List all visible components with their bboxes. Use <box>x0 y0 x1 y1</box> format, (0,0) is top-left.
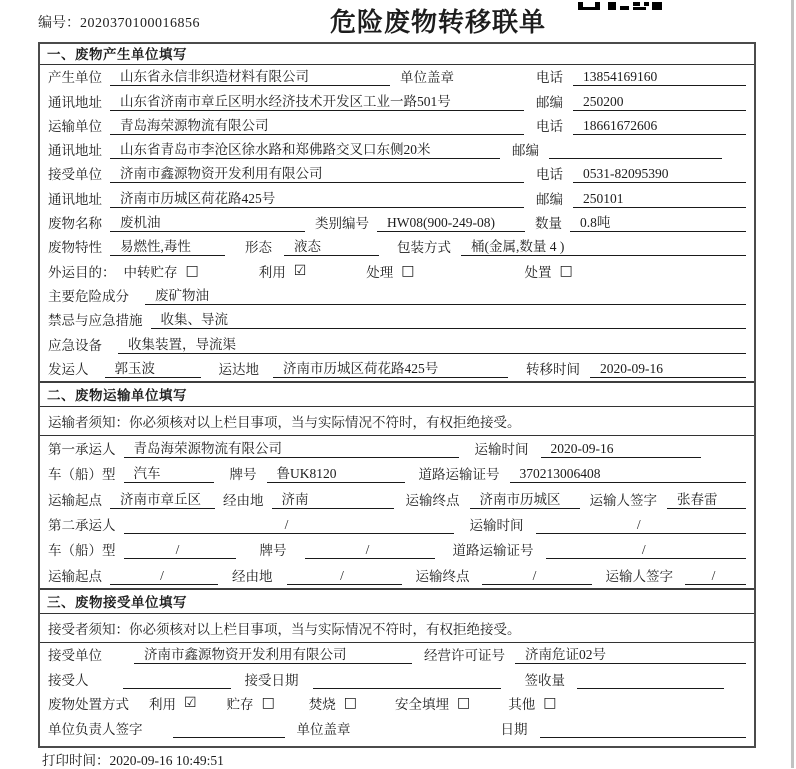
license-value: 济南危证02号 <box>515 643 746 664</box>
origin-label: 运输起点 <box>48 568 102 584</box>
zip-label: 邮编 <box>536 191 563 207</box>
producer-phone-value: 13854169160 <box>573 69 746 86</box>
form-label: 形态 <box>245 240 272 256</box>
notice-text: 你必须核对以上栏目事项，当与实际情况不符时，有权拒绝接受。 <box>129 621 521 637</box>
hazard-value: 废矿物油 <box>145 284 746 305</box>
origin-label: 运输起点 <box>48 492 102 508</box>
quantity-value: 0.8吨 <box>570 211 746 232</box>
shipper-value: 郭玉波 <box>105 357 201 378</box>
vehicle2-value: / <box>124 542 236 559</box>
row-vehicle2 <box>40 537 754 562</box>
phone-label: 电话 <box>536 118 563 134</box>
via-label: 经由地 <box>223 492 264 508</box>
receiver-address-value: 济南市历城区荷花路425号 <box>110 187 524 208</box>
phone-label: 电话 <box>536 167 563 183</box>
transporter-sign-label: 运输人签字 <box>605 568 673 584</box>
address-label: 通讯地址 <box>48 94 102 110</box>
unit-seal-label: 单位盖章 <box>400 70 454 86</box>
row-waste-character <box>40 235 754 259</box>
disposal-option-landfill: 安全填埋 □ <box>395 695 471 713</box>
manifest-form <box>38 42 756 748</box>
transporter-label: 运输单位 <box>48 118 102 134</box>
row-transporter <box>40 114 754 138</box>
row-route2 <box>40 562 754 587</box>
end-label: 运输终点 <box>405 492 460 508</box>
disposal-option-utilize: 利用 ☑ <box>149 695 197 713</box>
carrier1-value: 青岛海荣源物流有限公司 <box>124 437 459 458</box>
via1-value: 济南 <box>272 488 394 509</box>
transfer-time-value: 2020-09-16 <box>590 361 746 378</box>
receiver-value: 济南市鑫源物资开发利用有限公司 <box>110 162 524 183</box>
row-transporter-address <box>40 138 754 162</box>
quantity-label: 数量 <box>535 216 562 232</box>
page-title: 危险废物转移联单 <box>330 8 547 37</box>
row-receive-unit <box>40 643 754 668</box>
row-disposal-method <box>40 692 754 717</box>
qr-code-fragment-icon <box>578 0 670 10</box>
transport-time2-value: / <box>536 517 747 534</box>
plate2-value: / <box>305 542 435 559</box>
plate-label: 牌号 <box>229 467 257 483</box>
row-transfer-purpose <box>40 259 754 283</box>
transport-time1-value: 2020-09-16 <box>541 441 701 458</box>
transporter-sign1-value: 张春雷 <box>667 488 746 509</box>
row-carrier1 <box>40 436 754 461</box>
via2-value: / <box>287 568 402 585</box>
checkbox-d-store-icon: □ <box>261 695 275 712</box>
packing-label: 包装方式 <box>397 240 451 256</box>
checkbox-d-other-icon: □ <box>543 695 557 712</box>
notice-label: 运输者须知： <box>48 414 129 430</box>
section-receiver <box>40 588 754 741</box>
end2-value: / <box>482 568 592 585</box>
producer-value: 山东省永信非织造材料有限公司 <box>110 65 390 86</box>
character-label: 废物特性 <box>48 240 102 256</box>
disposal-option-other: 其他 □ <box>508 695 557 713</box>
checkbox-dispose-icon: □ <box>559 262 573 279</box>
receive-unit-label: 接受单位 <box>48 648 102 664</box>
end1-value: 济南市历城区 <box>470 488 580 509</box>
producer-zip-value: 250200 <box>573 94 746 111</box>
road-permit1-value: 370213006408 <box>510 466 747 483</box>
via-label: 经由地 <box>232 568 273 584</box>
zip-label: 邮编 <box>512 143 539 159</box>
transporter-value: 青岛海荣源物流有限公司 <box>110 114 524 135</box>
address-label: 通讯地址 <box>48 143 102 159</box>
purpose-option-dispose: 处置 □ <box>524 262 573 280</box>
waste-name-label: 废物名称 <box>48 216 102 232</box>
transporter-notice <box>40 407 754 436</box>
category-value: HW08(900-249-08) <box>377 215 525 232</box>
carrier2-value: / <box>124 517 454 534</box>
row-shipper <box>40 357 754 381</box>
receiver-notice <box>40 614 754 643</box>
origin2-value: / <box>110 568 218 585</box>
responsible-sign-label: 单位负责人签字 <box>48 721 143 737</box>
hazard-label: 主要危险成分 <box>48 288 129 304</box>
checkbox-d-incinerate-icon: □ <box>343 695 358 712</box>
packing-value: 桶(金属,数量 4 ) <box>461 235 746 256</box>
serial-value: 2020370100016856 <box>80 16 200 31</box>
section3-title: 三、废物接受单位填写 <box>40 590 754 614</box>
serial-number <box>38 12 200 32</box>
category-label: 类别编号 <box>315 216 369 232</box>
row-vehicle1 <box>40 461 754 486</box>
vehicle-label: 车（船）型 <box>48 543 116 559</box>
destination-label: 运达地 <box>218 361 259 377</box>
taboo-value: 收集、导流 <box>151 308 747 329</box>
taboo-label: 禁忌与应急措施 <box>48 313 143 329</box>
disposal-option-incinerate: 焚烧 □ <box>308 695 358 713</box>
vehicle1-value: 汽车 <box>124 462 214 483</box>
phone-label: 电话 <box>536 70 563 86</box>
transport-time-label: 运输时间 <box>474 442 529 458</box>
transporter-phone-value: 18661672606 <box>573 118 746 135</box>
producer-label: 产生单位 <box>48 70 102 86</box>
producer-address-value: 山东省济南市章丘区明水经济技术开发区工业一路501号 <box>110 90 524 111</box>
address-label: 通讯地址 <box>48 191 102 207</box>
purpose-option-treat: 处理 □ <box>366 262 415 280</box>
road-permit-label: 道路运输证号 <box>418 467 500 483</box>
checkbox-d-utilize-icon: ☑ <box>184 695 197 712</box>
section1-title: 一、废物产生单位填写 <box>40 44 754 65</box>
carrier1-label: 第一承运人 <box>48 442 116 458</box>
row-producer <box>40 65 754 89</box>
section2-title: 二、废物运输单位填写 <box>40 383 754 407</box>
row-carrier2 <box>40 512 754 537</box>
plate1-value: 鲁UK8120 <box>267 462 405 483</box>
disposal-option-store: 贮存 □ <box>226 695 275 713</box>
road-permit2-value: / <box>546 542 747 559</box>
responsible-sign-value <box>173 737 285 738</box>
row-receiver <box>40 162 754 186</box>
transporter-zip-value <box>549 158 722 159</box>
row-receive-person <box>40 667 754 692</box>
vehicle-label: 车（船）型 <box>48 467 116 483</box>
notice-label: 接受者须知： <box>48 621 129 637</box>
receive-person-value <box>123 688 231 689</box>
transporter-sign-label: 运输人签字 <box>589 492 657 508</box>
print-time-label: 打印时间： <box>42 753 110 768</box>
serial-label: 编号： <box>38 16 80 31</box>
section-transporter <box>40 381 754 588</box>
page-right-edge <box>791 0 794 768</box>
row-emergency-equipment <box>40 332 754 356</box>
transporter-address-value: 山东省青岛市李沧区徐水路和郑佛路交叉口东侧20米 <box>110 138 500 159</box>
notice-text: 你必须核对以上栏目事项，当与实际情况不符时，有权拒绝接受。 <box>129 414 521 430</box>
zip-label: 邮编 <box>536 94 563 110</box>
unit-seal-label: 单位盖章 <box>296 721 351 737</box>
destination-value: 济南市历城区荷花路425号 <box>273 357 508 378</box>
transporter-sign2-value: / <box>685 568 746 585</box>
receiver-zip-value: 250101 <box>573 191 746 208</box>
receiver-phone-value: 0531-82095390 <box>573 166 746 183</box>
receive-unit-value: 济南市鑫源物资开发利用有限公司 <box>134 643 412 664</box>
date-label: 日期 <box>500 721 528 737</box>
transfer-time-label: 转移时间 <box>526 361 580 377</box>
end-label: 运输终点 <box>415 568 470 584</box>
transport-time-label: 运输时间 <box>469 518 524 534</box>
license-label: 经营许可证号 <box>424 648 505 664</box>
print-time <box>42 749 224 769</box>
checkbox-d-landfill-icon: □ <box>457 695 471 712</box>
checkbox-transit-icon: □ <box>185 262 199 279</box>
row-taboo-measures <box>40 308 754 332</box>
carrier2-label: 第二承运人 <box>48 518 116 534</box>
plate-label: 牌号 <box>259 543 287 559</box>
receive-date-label: 接受日期 <box>244 672 299 688</box>
print-time-value: 2020-09-16 10:49:51 <box>109 753 224 768</box>
purpose-option-utilize: 利用 ☑ <box>258 262 307 280</box>
waste-name-value: 废机油 <box>110 211 305 232</box>
checkbox-utilize-icon: ☑ <box>293 262 307 279</box>
row-producer-address <box>40 89 754 113</box>
form-value: 液态 <box>284 235 379 256</box>
equipment-value: 收集装置，导流渠 <box>118 333 746 354</box>
character-value: 易燃性,毒性 <box>110 235 225 256</box>
equipment-label: 应急设备 <box>48 337 102 353</box>
row-route1 <box>40 486 754 511</box>
receiver-label: 接受单位 <box>48 167 102 183</box>
section-producer <box>40 44 754 381</box>
checkbox-treat-icon: □ <box>401 262 415 279</box>
receive-date-value <box>313 688 501 689</box>
signed-amount-value <box>577 688 724 689</box>
disposal-label: 废物处置方式 <box>48 697 129 713</box>
receive-person-label: 接受人 <box>48 672 89 688</box>
signed-amount-label: 签收量 <box>524 672 565 688</box>
purpose-option-transit: 中转贮存 □ <box>123 262 199 280</box>
row-receiver-address <box>40 186 754 210</box>
row-responsible-sign <box>40 716 754 741</box>
shipper-label: 发运人 <box>48 361 89 377</box>
row-waste-name <box>40 211 754 235</box>
origin1-value: 济南市章丘区 <box>110 488 215 509</box>
date-value <box>540 737 747 738</box>
row-hazard-component <box>40 284 754 308</box>
road-permit-label: 道路运输证号 <box>452 543 534 559</box>
purpose-label: 外运目的： <box>48 264 116 280</box>
